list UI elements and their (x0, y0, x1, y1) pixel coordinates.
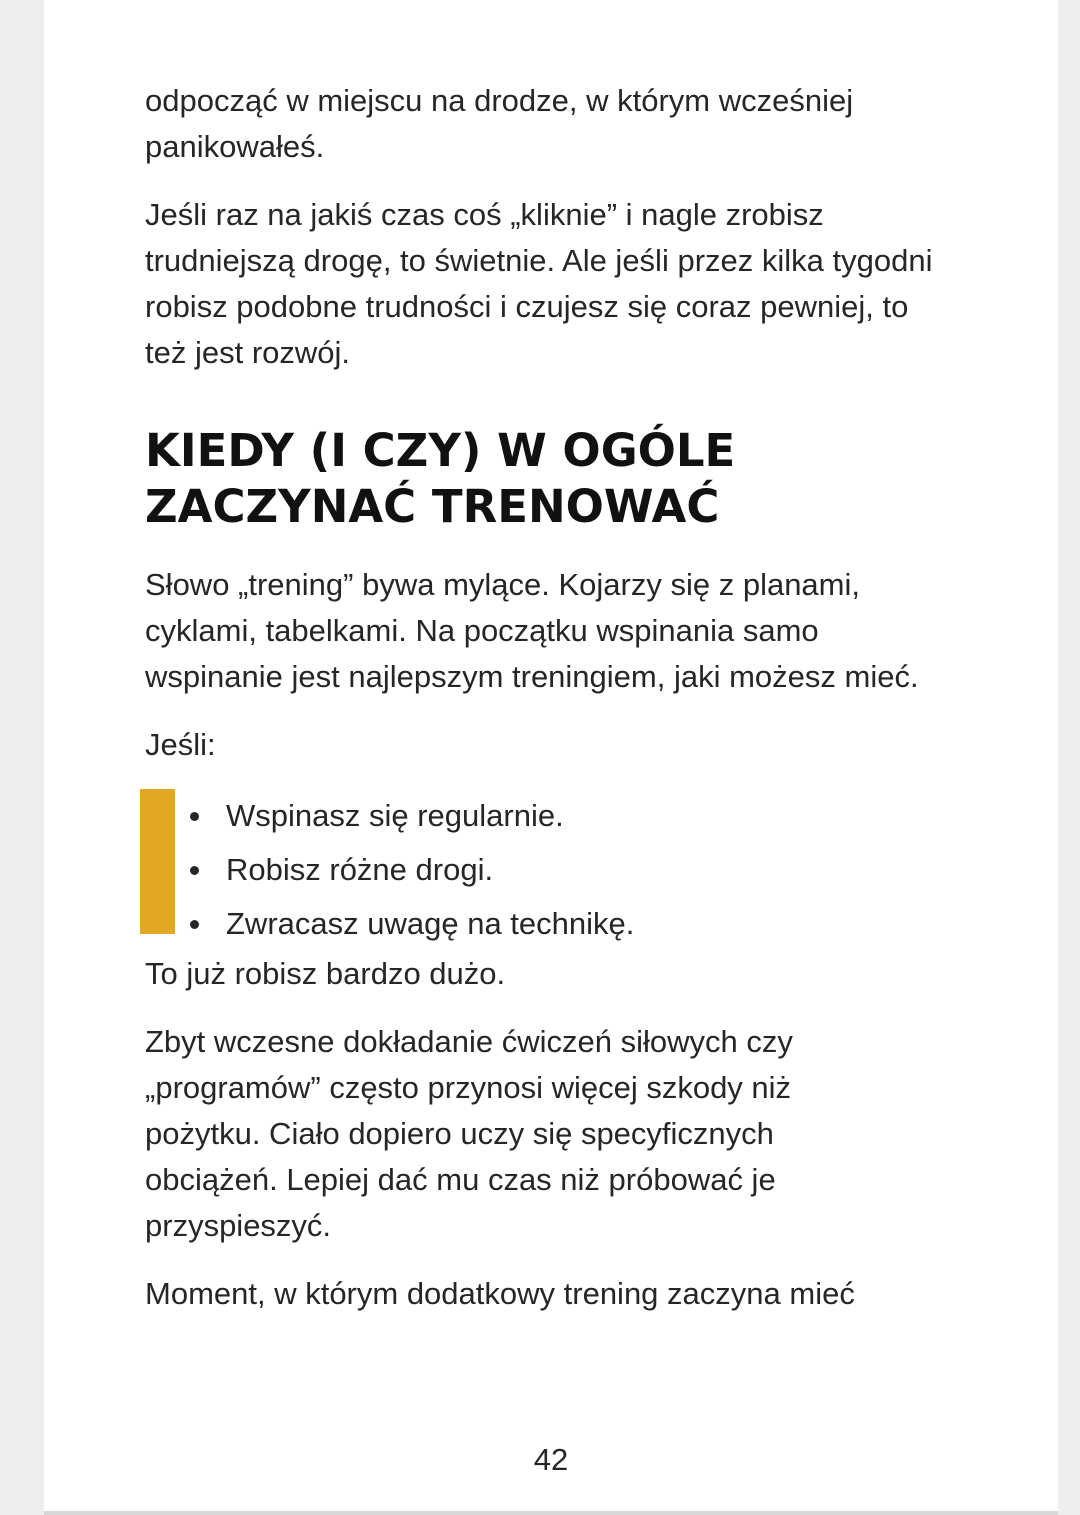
section-heading-line-2: ZACZYNAĆ TRENOWAĆ (145, 480, 720, 533)
section-heading (145, 423, 975, 535)
accent-bar (140, 789, 175, 934)
list-item (186, 843, 975, 897)
section-heading-line-1: KIEDY (I CZY) W OGÓLE (145, 424, 736, 477)
bullet-list (153, 789, 975, 951)
list-item-text: Wspinasz się regularnie. (226, 798, 564, 833)
bullet-icon (190, 812, 199, 821)
list-item-text: Robisz różne drogi. (226, 852, 494, 887)
paragraph-progress: Jeśli raz na jakiś czas coś „kliknie” i nagle zrobisz trudniejszą drogę, to świetnie. Ale jeśli przez kilka tygodni robisz podobne trudności i czujesz się coraz pewniej, to też jest rozwój. (145, 197, 933, 370)
paragraph-too-early: Zbyt wczesne dokładanie ćwiczeń siłowych czy „programów” często przynosi więcej szkody niż pożytku. Ciało dopiero uczy się specyficznych obciążeń. Lepiej dać mu czas niż próbować je przyspieszyć. (145, 1024, 793, 1243)
paragraph-moment: Moment, w którym dodatkowy trening zaczyna mieć (145, 1276, 855, 1311)
page-edge-divider (44, 1511, 1058, 1515)
bullet-icon (190, 866, 199, 875)
bullet-icon (190, 920, 199, 929)
list-item (186, 897, 975, 951)
page-number: 42 (533, 1442, 569, 1477)
page-content (145, 78, 975, 1317)
paragraph-if: Jeśli: (145, 727, 216, 762)
paragraph-continued: odpocząć w miejscu na drodze, w którym wcześniej panikowałeś. (145, 83, 854, 164)
list-item (186, 789, 975, 843)
highlighted-list (145, 789, 975, 951)
paragraph-training-intro: Słowo „trening” bywa mylące. Kojarzy się z planami, cyklami, tabelkami. Na początku wspinania samo wspinanie jest najlepszym treningiem, jaki możesz mieć. (145, 567, 919, 694)
paragraph-already-doing: To już robisz bardzo dużo. (145, 956, 506, 991)
list-item-text: Zwracasz uwagę na technikę. (226, 906, 635, 941)
